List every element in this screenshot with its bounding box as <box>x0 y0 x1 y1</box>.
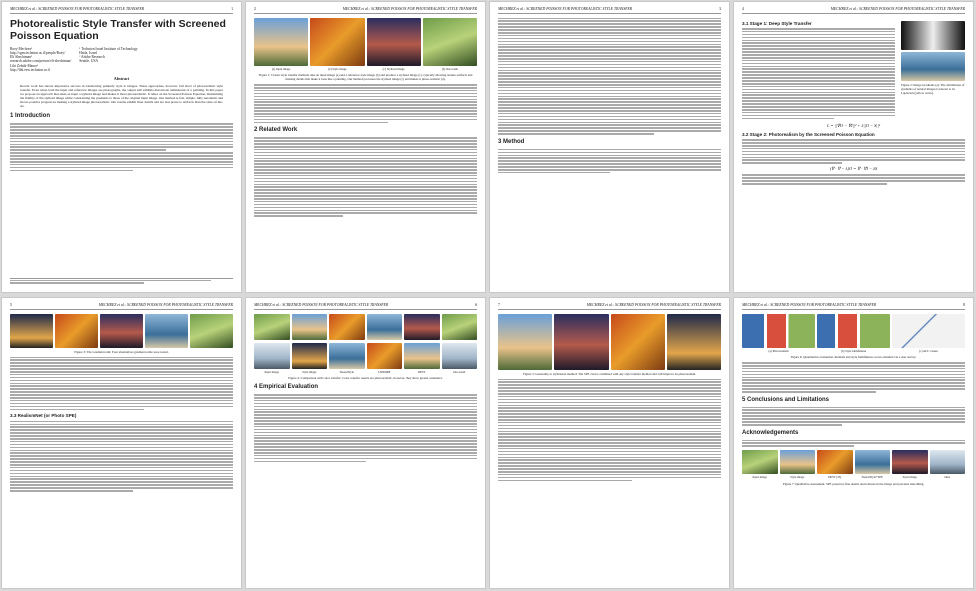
page-8[interactable] <box>733 297 974 589</box>
figure-label: DPST [33] <box>828 474 842 479</box>
figure-image <box>367 314 403 340</box>
figure-image <box>892 450 928 474</box>
page-number: 2 <box>254 7 256 11</box>
figure-image <box>100 314 143 348</box>
figure-image <box>329 343 365 369</box>
running-header <box>10 303 233 310</box>
figure-image <box>930 450 966 474</box>
figure-image <box>367 343 403 369</box>
running-header-text: MECHREZ et al.: SCREENED POISSON FOR PHOTOREALISTIC STYLE TRANSFER <box>742 303 877 307</box>
figure-image <box>190 314 233 348</box>
figure-caption: Figure 7: Qualitative assessment. SPE preserves fine details and textures in the image and prevents smoothing. <box>782 481 925 486</box>
figure-label: NeuralStyle <box>339 369 354 374</box>
figure-label: Ours <box>944 474 951 479</box>
figure-label: (d) Our result <box>441 66 459 71</box>
figure-label: Style image <box>790 474 805 479</box>
figure-caption: Figure 2: Image Gradients (a): The distribution of gradients of natural images is known to be Laplacian (yellow curve). <box>901 82 965 95</box>
figure-2-plot <box>901 21 965 81</box>
page-1[interactable] <box>1 1 242 293</box>
page-5[interactable] <box>1 297 242 589</box>
figure-3-images <box>10 314 233 348</box>
figure-label: Style image <box>902 474 917 479</box>
figure-image <box>367 18 421 66</box>
running-header-text: MECHREZ et al.: SCREENED POISSON FOR PHOTOREALISTIC STYLE TRANSFER <box>98 303 233 307</box>
body-text <box>10 123 233 171</box>
abstract-heading: Abstract <box>113 76 130 82</box>
page-6[interactable] <box>245 297 486 589</box>
figure-5-images <box>498 314 721 370</box>
figure-image <box>855 450 891 474</box>
body-text <box>10 357 233 411</box>
running-header <box>742 7 965 14</box>
page-number: 1 <box>231 7 233 11</box>
figure-image <box>611 314 665 370</box>
equation: L = ||∇O − ∇I||² + λ||O − S||² <box>826 123 881 129</box>
figure-4-labels <box>254 371 477 375</box>
figure-image <box>742 314 815 348</box>
figure-7-labels <box>742 476 965 480</box>
running-header <box>254 303 477 310</box>
body-text <box>498 379 721 482</box>
body-text <box>254 137 477 217</box>
page-number: 5 <box>10 303 12 307</box>
body-text <box>742 174 965 184</box>
body-text <box>742 139 965 164</box>
figure-6-plots <box>742 314 965 348</box>
abstract-text: Recent work has shown impressive success in transferring painterly style to images. These approaches, however, fall short of photorealistic style transfer. Even when both the input and reference images are photographs, the output still exhibits distortions reminiscent of a painting. In this paper we propose an approach that takes as input a stylized image and makes it more photorealistic. It relies on the Screened Poisson Equation, maintaining the fidelity of the stylized image while constraining the gradients to those of the original input image. Our method is fast, simple, fully automatic and shows positive progress in making a stylized image photorealistic. Our results exhibit finer details and are less prone to artifacts than the state-of-the-art. <box>20 83 223 109</box>
figure-label: (a) Photorealism <box>768 348 789 353</box>
figure-4-images-row-1 <box>254 314 477 340</box>
figure-image <box>145 314 188 348</box>
running-header-text: MECHREZ et al.: SCREENED POISSON FOR PHOTOREALISTIC STYLE TRANSFER <box>254 303 389 307</box>
figure-image <box>901 21 965 50</box>
page-number: 4 <box>742 7 744 11</box>
running-header <box>498 303 721 310</box>
subsection-heading: 3.2 Stage 2: Photorealism by the Screened Poisson Equation <box>742 131 875 137</box>
page-number: 7 <box>498 303 500 307</box>
running-header-text: MECHREZ et al.: SCREENED POISSON FOR PHOTOREALISTIC STYLE TRANSFER <box>10 7 145 11</box>
affiliation-list: ¹ Technion Israel Institute of Technology Haifa, Israel ² Adobe Research Seattle, USA <box>79 46 138 64</box>
figure-image <box>442 314 478 340</box>
author-block <box>10 47 233 73</box>
footnote <box>10 278 233 286</box>
figure-label: (b) Style image <box>328 66 347 71</box>
figure-image <box>404 314 440 340</box>
running-header <box>498 7 721 14</box>
figure-image <box>423 18 477 66</box>
figure-label: (b) Style faithfulness <box>840 348 867 353</box>
subsection-heading: 3.3 RealismNet (or Photo SPE) <box>10 413 77 419</box>
body-text <box>742 362 965 393</box>
figure-label: Input image <box>752 474 767 479</box>
figure-image <box>254 18 308 66</box>
section-heading: Acknowledgements <box>742 429 799 436</box>
figure-label: Input image <box>264 369 279 374</box>
body-text <box>10 421 233 492</box>
page-number: 6 <box>475 303 477 307</box>
body-text <box>742 440 965 447</box>
figure-label: (c) Stylized image <box>382 66 405 71</box>
body-text <box>254 84 477 123</box>
figure-image <box>442 343 478 369</box>
figure-image <box>404 343 440 369</box>
figure-label: NeuralStyle+SPE <box>861 474 883 479</box>
figure-image <box>817 314 890 348</box>
figure-caption: Figure 3: The Gradient term: Four alternatives gradient terms were tested. <box>74 349 169 354</box>
figure-image <box>742 450 778 474</box>
page-number: 8 <box>963 303 965 307</box>
figure-caption: Figure 1: Classic style transfer methods take an input image (a) and a reference style image (b) and produce a stylized image (c), typically showing texture artifacts and missing details that make it look like a painting. Our method processes the stylized image (c) and makes it photo-realistic (d). <box>258 73 473 82</box>
figure-4-images-row-2 <box>254 343 477 369</box>
figure-label: Style image <box>302 369 317 374</box>
section-heading: 4 Empirical Evaluation <box>254 384 319 391</box>
figure-image <box>310 18 364 66</box>
figure-image <box>780 450 816 474</box>
page-7[interactable] <box>489 297 730 589</box>
page-2[interactable] <box>245 1 486 293</box>
figure-label: (a) Input image <box>271 66 291 71</box>
running-header-text: MECHREZ et al.: SCREENED POISSON FOR PHOTOREALISTIC STYLE TRANSFER <box>586 303 721 307</box>
figure-7-images <box>742 450 965 474</box>
body-text <box>742 28 895 119</box>
figure-1-labels <box>254 68 477 72</box>
figure-image <box>254 314 290 340</box>
section-heading: 1 Introduction <box>10 113 50 120</box>
figure-caption: Figure 5: Generality to stylization method: The SPE can be combined with any style transfer method and will improve its photorealism. <box>522 371 696 376</box>
figure-label: (c) AUC values <box>919 348 938 353</box>
section-heading: 3 Method <box>498 138 525 145</box>
figure-label: DPST <box>418 369 426 374</box>
figure-label: Our result <box>453 369 466 374</box>
figure-1-images <box>254 18 477 66</box>
body-text <box>254 394 477 462</box>
figure-image <box>901 52 965 81</box>
page-4[interactable] <box>733 1 974 293</box>
figure-image <box>892 314 965 348</box>
subsection-heading: 3.1 Stage 1: Deep Style Transfer <box>742 20 812 26</box>
running-header <box>254 7 477 14</box>
author-list: Roey Mechrez¹ http://cgm.technion.ac.il/people/Roey/ Eli Shechtman² research.adobe.com/person/eli-shechtman/ Lihi Zelnik-Manor¹ http://lihi.eew.technion.ac.il <box>10 46 72 72</box>
figure-image <box>254 343 290 369</box>
running-header-text: MECHREZ et al.: SCREENED POISSON FOR PHOTOREALISTIC STYLE TRANSFER <box>342 7 477 11</box>
body-text <box>498 18 721 135</box>
running-header-text: MECHREZ et al.: SCREENED POISSON FOR PHOTOREALISTIC STYLE TRANSFER <box>498 7 633 11</box>
running-header <box>10 7 233 14</box>
page-3[interactable] <box>489 1 730 293</box>
page-number: 3 <box>719 7 721 11</box>
figure-label: CNNMRF <box>377 369 391 374</box>
body-text <box>498 149 721 174</box>
figure-caption: Figure 4: Comparison with color transfer: Color transfer results are photorealistic, however, they show greater semantics. <box>288 376 443 381</box>
figure-image <box>55 314 98 348</box>
figure-image <box>817 450 853 474</box>
figure-caption: Figure 6: Quantitative evaluation. Realism and style faithfulness scores obtained via a user survey. <box>790 355 917 360</box>
figure-image <box>10 314 53 348</box>
figure-image <box>329 314 365 340</box>
section-heading: 2 Related Work <box>254 127 298 134</box>
figure-image <box>292 314 328 340</box>
figure-6-labels <box>742 350 965 354</box>
section-heading: 5 Conclusions and Limitations <box>742 396 830 403</box>
figure-image <box>554 314 608 370</box>
running-header-text: MECHREZ et al.: SCREENED POISSON FOR PHOTOREALISTIC STYLE TRANSFER <box>830 7 965 11</box>
figure-image <box>667 314 721 370</box>
running-header <box>742 303 965 310</box>
figure-image <box>292 343 328 369</box>
body-text <box>742 407 965 426</box>
figure-image <box>498 314 552 370</box>
paper-title: Photorealistic Style Transfer with Screened Poisson Equation <box>10 17 226 42</box>
equation: (∇ · ∇ − λ)O = ∇ · ∇I − λS <box>829 165 878 171</box>
